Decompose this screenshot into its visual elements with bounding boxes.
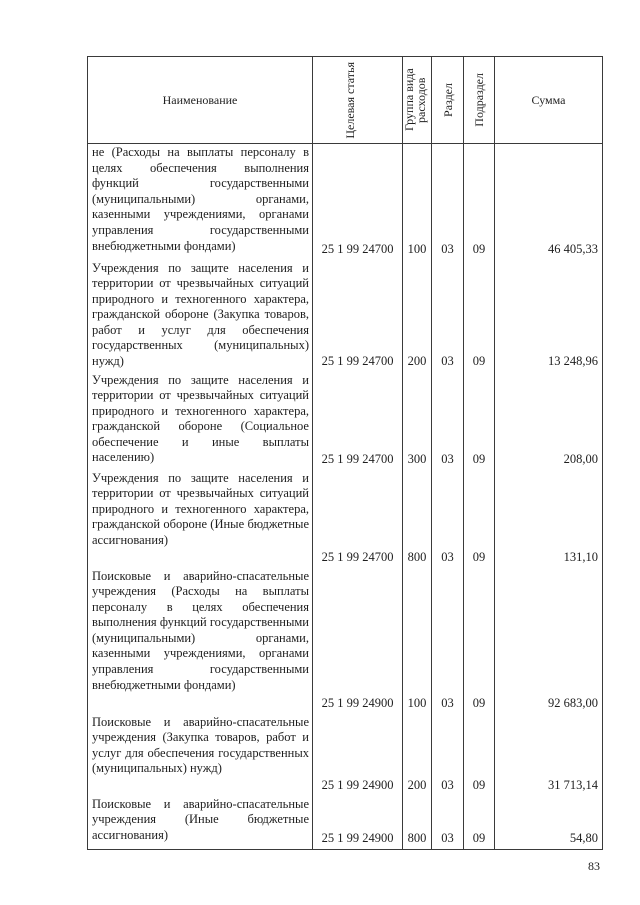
row-target-article: 25 1 99 24700 bbox=[313, 470, 403, 568]
row-subsection: 09 bbox=[464, 144, 495, 260]
header-target-article: Целевая статья bbox=[313, 57, 403, 144]
row-section: 03 bbox=[432, 714, 464, 796]
row-expense-group: 300 bbox=[403, 372, 432, 470]
row-section: 03 bbox=[432, 796, 464, 850]
row-sum: 31 713,14 bbox=[495, 714, 603, 796]
row-sum: 92 683,00 bbox=[495, 568, 603, 714]
row-target-article: 25 1 99 24900 bbox=[313, 714, 403, 796]
row-name: Учреждения по защите населения и территории от чрезвычайных ситуаций природного и техногенного характера, гражданской обороне (Закупка товаров, работ и услуг для обеспечения государственных (муниципальных) нужд) bbox=[88, 260, 313, 372]
row-name: Поисковые и аварийно-спасательные учреждения (Расходы на выплаты персоналу в целях обеспечения выполнения функций государственными (муниципальными) органами, казенными учреждениями, органами управления государственными внебюджетными фондами) bbox=[88, 568, 313, 714]
header-subsection: Подраздел bbox=[464, 57, 495, 144]
table-row bbox=[88, 796, 603, 850]
table-row bbox=[88, 714, 603, 796]
row-name: не (Расходы на выплаты персоналу в целях обеспечения выполнения функций государственными (муниципальными) органами, казенными учреждениями, органами управления государственными внебюджетными фондами) bbox=[88, 144, 313, 260]
row-subsection: 09 bbox=[464, 470, 495, 568]
row-subsection: 09 bbox=[464, 568, 495, 714]
header-sum: Сумма bbox=[495, 57, 603, 144]
table-row bbox=[88, 568, 603, 714]
row-name: Поисковые и аварийно-спасательные учреждения (Закупка товаров, работ и услуг для обеспечения государственных (муниципальных) нужд) bbox=[88, 714, 313, 796]
table-row bbox=[88, 470, 603, 568]
row-expense-group: 800 bbox=[403, 796, 432, 850]
row-subsection: 09 bbox=[464, 260, 495, 372]
budget-table bbox=[87, 56, 603, 850]
row-target-article: 25 1 99 24700 bbox=[313, 260, 403, 372]
row-sum: 208,00 bbox=[495, 372, 603, 470]
row-target-article: 25 1 99 24900 bbox=[313, 796, 403, 850]
page-number: 83 bbox=[588, 859, 600, 873]
row-expense-group: 100 bbox=[403, 568, 432, 714]
row-expense-group: 200 bbox=[403, 260, 432, 372]
header-row bbox=[88, 57, 603, 144]
table-row bbox=[88, 260, 603, 372]
row-target-article: 25 1 99 24700 bbox=[313, 144, 403, 260]
row-section: 03 bbox=[432, 260, 464, 372]
row-target-article: 25 1 99 24900 bbox=[313, 568, 403, 714]
row-section: 03 bbox=[432, 470, 464, 568]
row-subsection: 09 bbox=[464, 372, 495, 470]
row-name: Поисковые и аварийно-спасательные учреждения (Иные бюджетные ассигнования) bbox=[88, 796, 313, 850]
row-sum: 13 248,96 bbox=[495, 260, 603, 372]
table-row bbox=[88, 144, 603, 260]
row-section: 03 bbox=[432, 144, 464, 260]
row-sum: 46 405,33 bbox=[495, 144, 603, 260]
row-target-article: 25 1 99 24700 bbox=[313, 372, 403, 470]
row-name: Учреждения по защите населения и территории от чрезвычайных ситуаций природного и техногенного характера, гражданской обороне (Социальное обеспечение и иные выплаты населению) bbox=[88, 372, 313, 470]
row-subsection: 09 bbox=[464, 714, 495, 796]
row-section: 03 bbox=[432, 372, 464, 470]
row-sum: 54,80 bbox=[495, 796, 603, 850]
row-expense-group: 800 bbox=[403, 470, 432, 568]
header-expense-group: Группа вида расходов bbox=[403, 57, 432, 144]
row-subsection: 09 bbox=[464, 796, 495, 850]
row-expense-group: 200 bbox=[403, 714, 432, 796]
row-section: 03 bbox=[432, 568, 464, 714]
header-name: Наименование bbox=[88, 57, 313, 144]
row-name: Учреждения по защите населения и территории от чрезвычайных ситуаций природного и техногенного характера, гражданской обороне (Иные бюджетные ассигнования) bbox=[88, 470, 313, 568]
row-sum: 131,10 bbox=[495, 470, 603, 568]
header-section: Раздел bbox=[432, 57, 464, 144]
table-row bbox=[88, 372, 603, 470]
row-expense-group: 100 bbox=[403, 144, 432, 260]
